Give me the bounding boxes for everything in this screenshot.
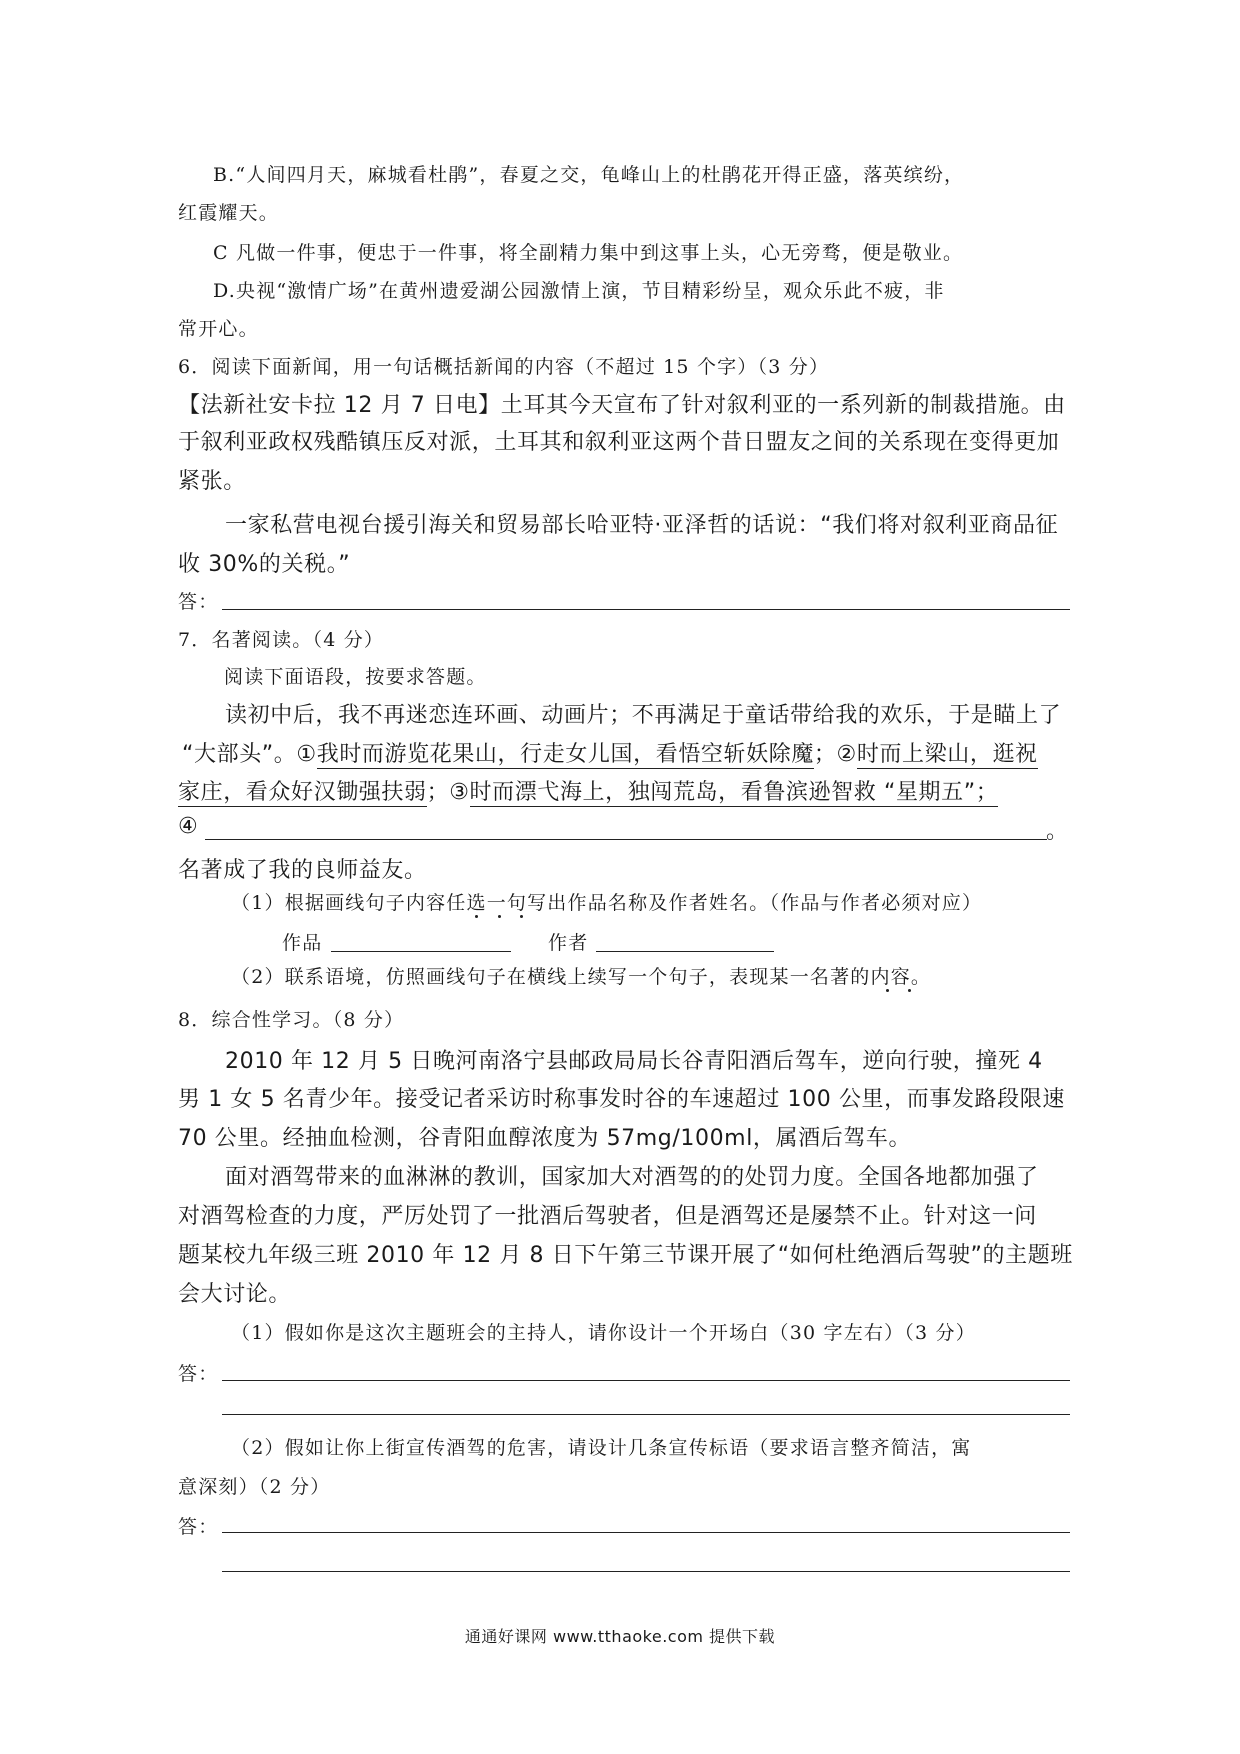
q6-news-line-2: 于叙利亚政权残酷镇压反对派，土耳其和叙利亚这两个昔日盟友之间的关系现在变得更加 [178,430,1060,455]
q7-para-text: ；③ [426,780,470,805]
page-footer: 通通好课网 www.tthaoke.com 提供下载 [464,1627,776,1646]
option-c-line: C 凡做一件事，便忠于一件事，将全副精力集中到这事上头，心无旁骛，便是敬业。 [213,242,964,264]
underlined-sentence-2-cont: 家庄，看众好汉锄强扶弱 [178,780,427,805]
q8-title: 8．综合性学习。（8 分） [178,1009,405,1031]
q8-p2-line-4: 会大讨论。 [178,1282,292,1307]
q8-p2-line-1: 面对酒驾带来的血淋淋的教训，国家加大对酒驾的的处罚力度。全国各地都加强了 [225,1165,1039,1190]
q6-quote-line-1: 一家私营电视台援引海关和贸易部长哈亚特·亚泽哲的话说：“我们将对叙利亚商品征 [225,513,1059,538]
option-b-line-2: 红霞耀天。 [178,202,280,224]
option-b-line-1: B.“人间四月天，麻城看杜鹃”，春夏之交，龟峰山上的杜鹃花开得正盛，落英缤纷， [213,164,965,186]
q7-title: 7．名著阅读。（4 分） [178,629,385,651]
q8-p1-line-1: 2010 年 12 月 5 日晚河南洛宁县邮政局局长谷青阳酒后驾车，逆向行驶，撞死 4 [225,1049,1043,1074]
q8-answer-line-2[interactable] [222,1414,1070,1415]
q7-sub1: （1）根据画线句子内容任选一句写出作品名称及作者姓名。（作品与作者必须对应） [231,892,983,914]
emphasis-dot [498,915,501,918]
q8-p2-line-3: 题某校九年级三班 2010 年 12 月 8 日下午第三节课开展了“如何杜绝酒后驾驶”的主题班 [178,1243,1073,1268]
q8-answer-line-3[interactable] [222,1532,1070,1533]
q7-sub2: （2）联系语境，仿照画线句子在横线上续写一个句子，表现某一名著的内容。 [231,966,932,988]
q8-answer-line-4[interactable] [222,1571,1070,1572]
q7-para-line-3 [178,775,998,806]
q8-sub1: （1）假如你是这次主题班会的主持人，请你设计一个开场白（30 字左右）（3 分） [231,1322,976,1344]
q8-answer-label-1: 答： [178,1363,219,1385]
author-label: 作者 [548,932,589,954]
q6-answer-line[interactable] [222,609,1070,610]
q8-sub2-line-2: 意深刻）（2 分） [178,1476,331,1498]
q8-p1-line-2: 男 1 女 5 名青少年。接受记者采访时称事发时谷的车速超过 100 公里，而事发路段限速 [178,1087,1065,1112]
emphasis-dot [520,915,523,918]
q7-instruction: 阅读下面语段，按要求答题。 [224,666,487,688]
q8-answer-label-2: 答： [178,1516,219,1538]
underlined-sentence-3: 时而漂弋海上，独闯荒岛，看鲁滨逊智救 “星期五”； [469,780,999,805]
q6-news-line-1: 【法新社安卡拉 12 月 7 日电】土耳其今天宣布了针对叙利亚的一系列新的制裁措施。由 [178,393,1066,418]
q8-answer-line-1[interactable] [222,1380,1070,1381]
q7-para-line-4-end: 。 [1046,819,1069,844]
q6-news-line-3: 紧张。 [178,469,246,494]
q8-sub2-line-1: （2）假如让你上街宣传酒驾的危害，请设计几条宣传标语（要求语言整齐简洁，寓 [231,1437,972,1459]
q7-fill-line[interactable] [205,839,1047,840]
q7-para-line-5: 名著成了我的良师益友。 [178,858,427,883]
q6-title: 6．阅读下面新闻，用一句话概括新闻的内容（不超过 15 个字）（3 分） [178,356,830,378]
q8-p1-line-3: 70 公里。经抽血检测，谷青阳血醇浓度为 57mg/100ml，属酒后驾车。 [178,1126,912,1151]
work-input-line[interactable] [331,951,511,952]
emphasis-dot [886,989,889,992]
option-d-line-2: 常开心。 [178,318,259,340]
q7-para-line-2 [182,737,1038,768]
option-d-line-1: D.央视“激情广场”在黄州遗爱湖公园激情上演，节目精彩纷呈，观众乐此不疲，非 [213,280,945,302]
q7-para-line-1: 读初中后，我不再迷恋连环画、动画片；不再满足于童话带给我的欢乐，于是瞄上了 [225,703,1062,728]
emphasis-dot [475,915,478,918]
q7-para-line-4-start: ④ [178,814,199,839]
q7-para-text: “大部头”。① [182,742,317,767]
work-label: 作品 [282,932,323,954]
q7-para-text: ；② [813,742,857,767]
underlined-sentence-1: 我时而游览花果山，行走女儿国，看悟空斩妖除魔 [316,742,814,767]
underlined-sentence-2: 时而上梁山，逛祝 [856,742,1038,767]
author-input-line[interactable] [596,951,774,952]
q6-answer-label: 答： [178,591,219,613]
q6-quote-line-2: 收 30%的关税。” [178,552,351,577]
emphasis-dot [908,989,911,992]
q8-p2-line-2: 对酒驾检查的力度，严厉处罚了一批酒后驾驶者，但是酒驾还是屡禁不止。针对这一问 [178,1204,1037,1229]
